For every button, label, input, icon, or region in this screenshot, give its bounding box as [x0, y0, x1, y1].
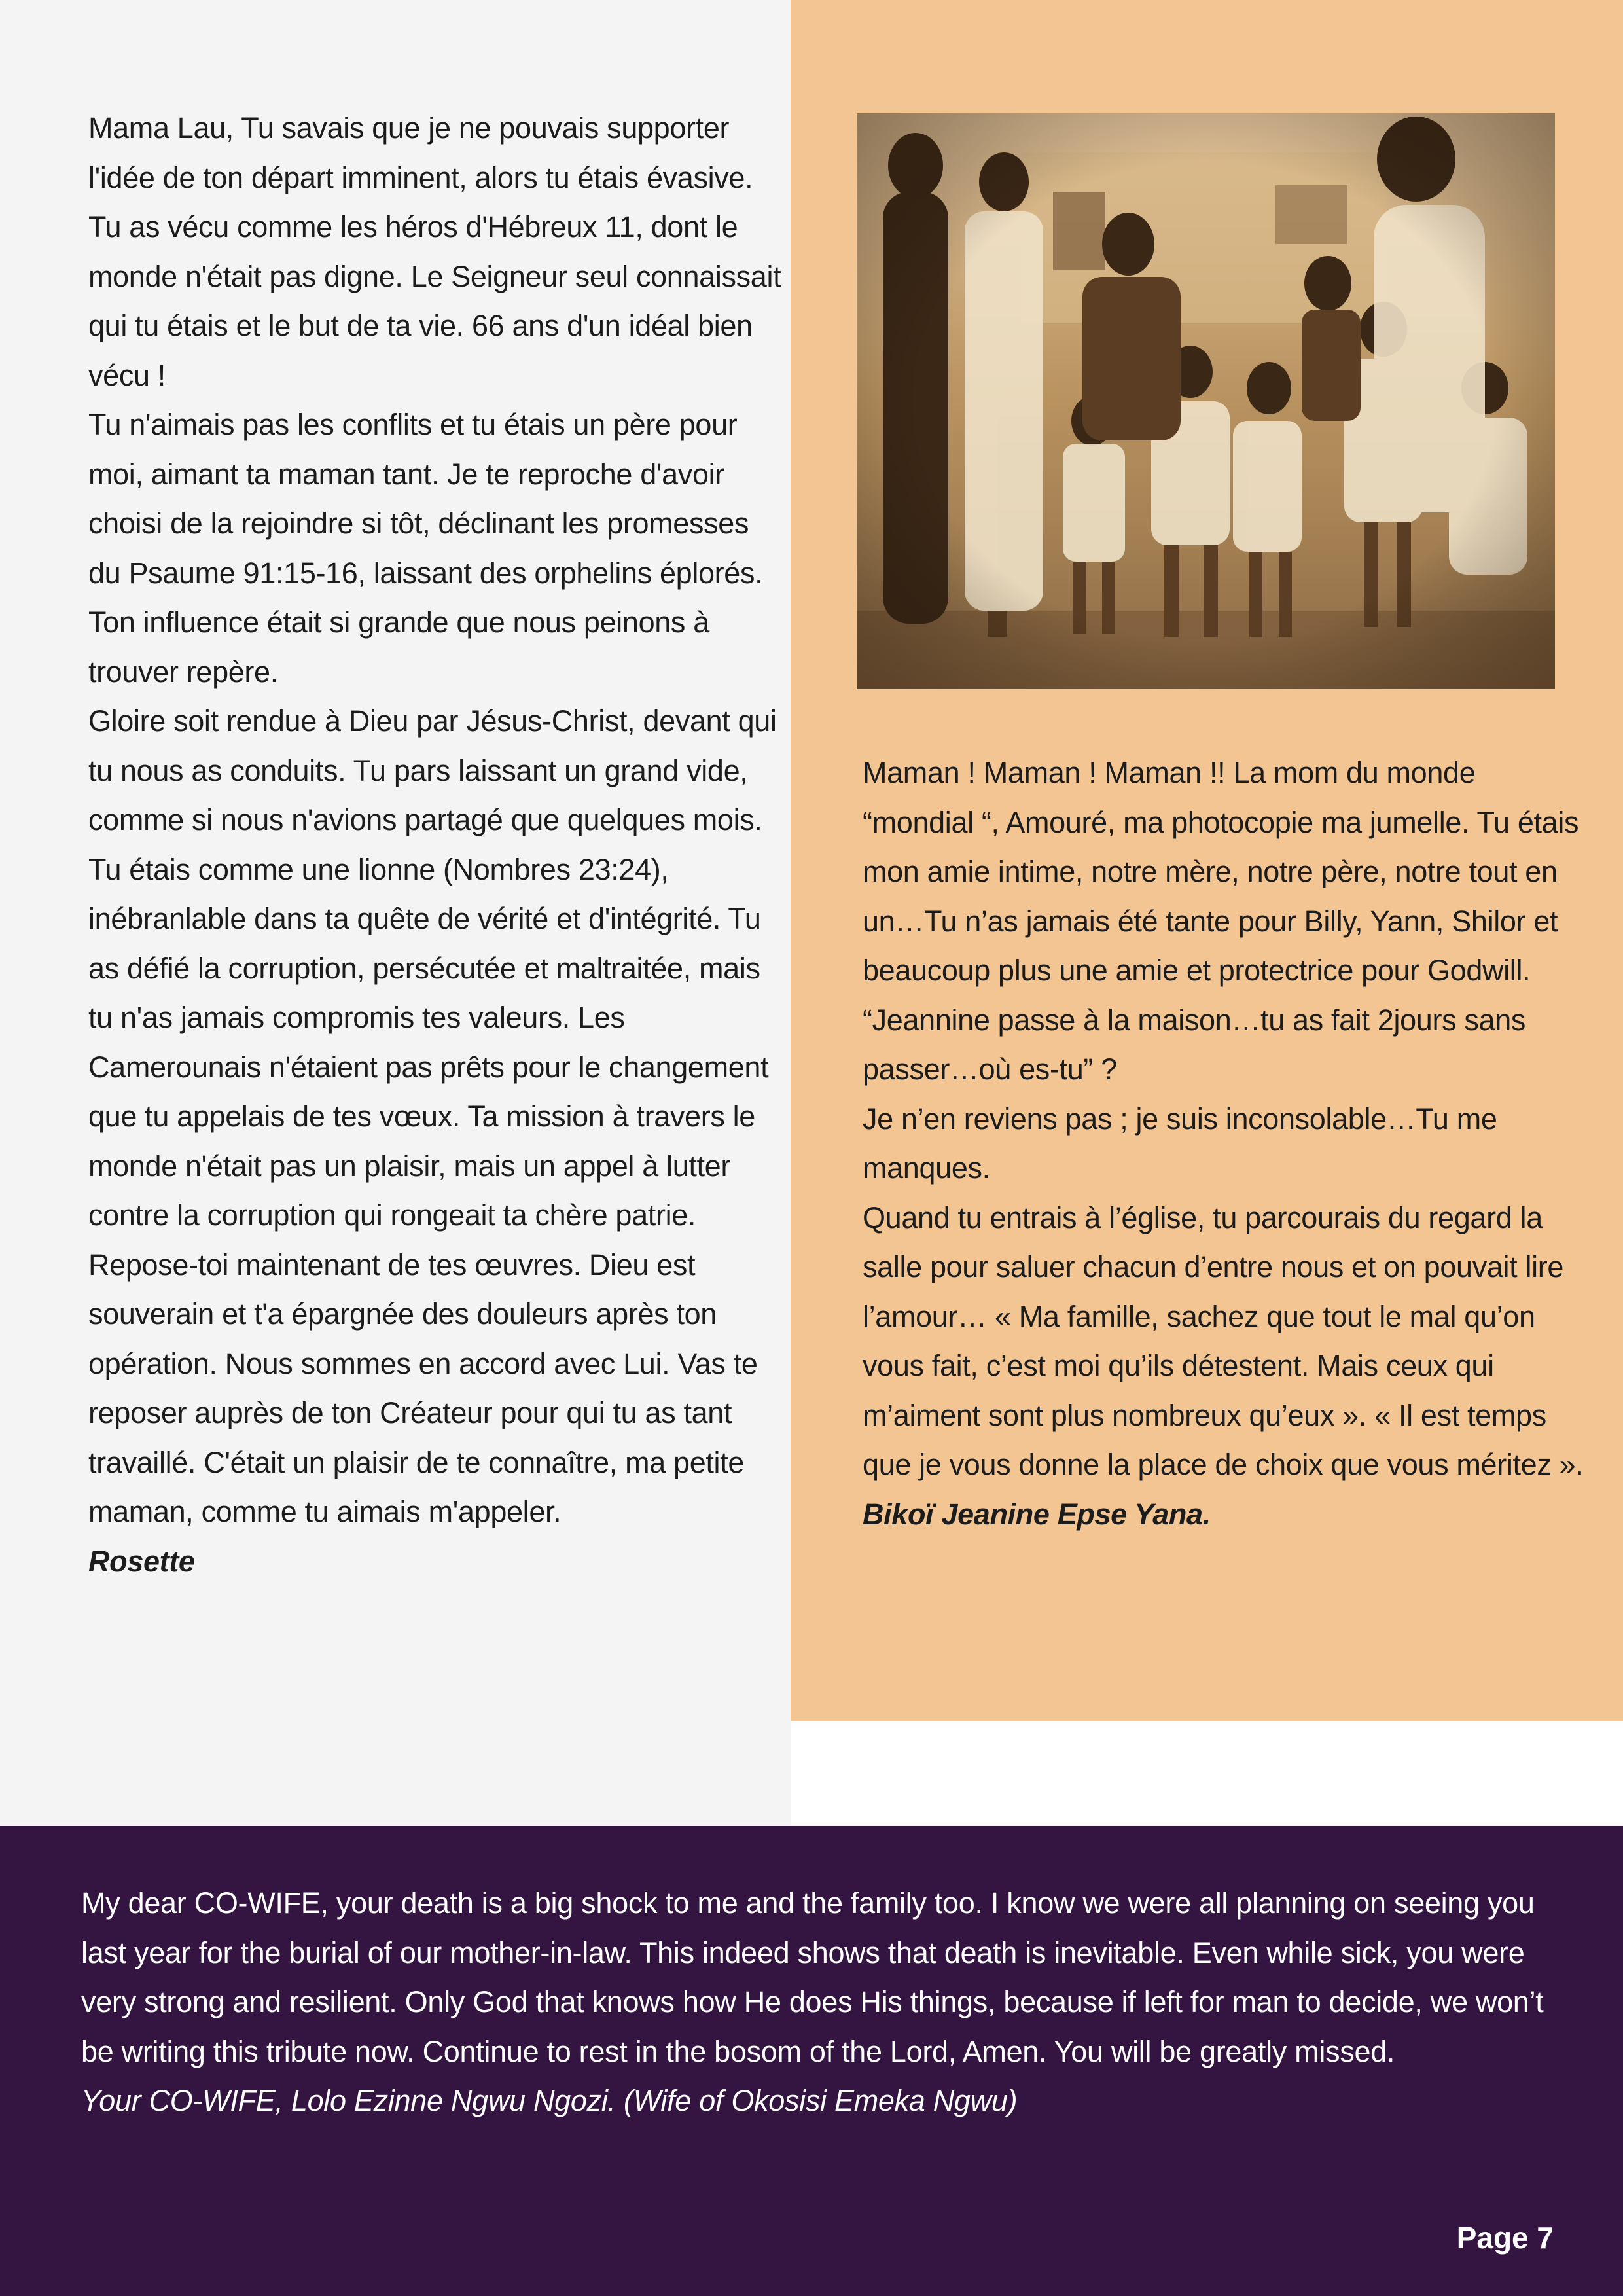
left-paragraph-2: Tu n'aimais pas les conflits et tu étais un père pour moi, aimant ta maman tant. Je te reproche d'avoir choisi de la rejoindre si tôt, déclinant les promesses du Psaume 91:15-16, laissant des orphelins éplorés. Ton influence était si grande que nous peinons à trouver repère. — [88, 408, 763, 689]
right-paragraph-4: Quand tu entrais à l’église, tu parcourais du regard la salle pour saluer chacun d’entre nous et on pouvait lire l’amour… « Ma famille, sachez que tout le mal qu’on vous fait, c’est moi qu’ils détestent. Mais ceux qui m’aiment sont plus nombreux qu’eux ». « Il est temps que je vous donne la place de choix que vous méritez ». — [863, 1200, 1584, 1481]
right-signature: Bikoï Jeanine Epse Yana. — [863, 1497, 1211, 1531]
left-paragraph-1: Mama Lau, Tu savais que je ne pouvais supporter l'idée de ton départ imminent, alors tu étais évasive. Tu as vécu comme les héros d'Hébreux 11, dont le monde n'était pas digne. Le Seigneur seul connaissait qui tu étais et le but de ta vie. 66 ans d'un idéal bien vécu ! — [88, 111, 781, 392]
family-photo-icon — [857, 113, 1555, 689]
footer-signature: Your CO-WIFE, Lolo Ezinne Ngwu Ngozi. (Wife of Okosisi Emeka Ngwu) — [81, 2084, 1018, 2117]
footer-paragraph: My dear CO-WIFE, your death is a big shock to me and the family too. I know we were all planning on seeing you last year for the burial of our mother-in-law. This indeed shows that death is inevitable. Even while sick, you were very strong and resilient. Only God that knows how He does His things, because if left for man to decide, we won’t be writing this tribute now. Continue to rest in the bosom of the Lord, Amen. You will be greatly missed. — [81, 1886, 1544, 2068]
left-signature: Rosette — [88, 1544, 195, 1578]
page-number: Page 7 — [1456, 2221, 1554, 2255]
left-tribute — [88, 103, 782, 1586]
left-paragraph-4: Repose-toi maintenant de tes œuvres. Dieu est souverain et t'a épargnée des douleurs après ton opération. Nous sommes en accord avec Lui. Vas te reposer auprès de ton Créateur pour qui tu as tant travaillé. C'était un plaisir de te connaître, ma petite maman, comme tu aimais m'appeler. — [88, 1247, 758, 1528]
right-paragraph-3: Je n’en reviens pas ; je suis inconsolable…Tu me manques. — [863, 1102, 1497, 1185]
right-paragraph-2: “Jeannine passe à la maison…tu as fait 2jours sans passer…où es-tu” ? — [863, 1003, 1526, 1086]
right-paragraph-1: Maman ! Maman ! Maman !! La mom du monde “mondial “, Amouré, ma photocopie ma jumelle. Tu étais mon amie intime, notre mère, notre père, notre tout en un…Tu n’as jamais été tante pour Billy, Yann, Shilor et beaucoup plus une amie et protectrice pour Godwill. — [863, 756, 1579, 987]
footer-tribute — [81, 1878, 1554, 2126]
left-paragraph-3: Gloire soit rendue à Dieu par Jésus-Christ, devant qui tu nous as conduits. Tu pars laissant un grand vide, comme si nous n'avions partagé que quelques mois. Tu étais comme une lionne (Nombres 23:24), inébranlable dans ta quête de vérité et d'intégrité. Tu as défié la corruption, persécutée et maltraitée, mais tu n'as jamais compromis tes valeurs. Les Camerounais n'étaient pas prêts pour le changement que tu appelais de tes vœux. Ta mission à travers le monde n'était pas un plaisir, mais un appel à lutter contre la corruption qui rongeait ta chère patrie. — [88, 704, 777, 1232]
right-tribute — [863, 748, 1589, 1539]
